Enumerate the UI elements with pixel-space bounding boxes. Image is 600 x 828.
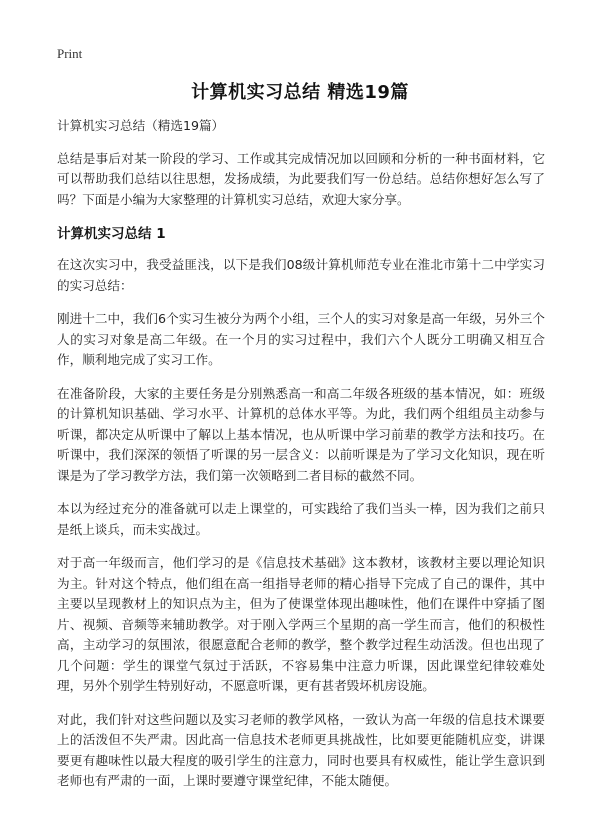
paragraph: 对于高一年级而言，他们学习的是《信息技术基础》这本教材，该教材主要以理论知识为主。针对这个特点，他们组在高一组指导老师的精心指导下完成了自己的课件，其中主要以呈现教材上的知识点为主，但为了使课堂体现出趣味性，他们在课件中穿插了图片、视频、音频等来辅助教学。对于刚入学两三个星期的高一学生而言，他们的积极性高，主动学习的氛围浓，很愿意配合老师的教学，整个教学过程生动活泼。但也出现了几个问题：学生的课堂气氛过于活跃，不容易集中注意力听课，因此课堂纪律较难处理，另外个别学生特别好动，不愿意听课，更有甚者毁坏机房设施。 <box>57 555 545 693</box>
section-heading: 计算机实习总结 1 <box>57 226 166 242</box>
article-body <box>57 116 545 805</box>
paragraph: 刚进十二中，我们6个实习生被分为两个小组，三个人的实习对象是高一年级，另外三个人的实习对象是高二年级。在一个月的实习过程中，我们六个人既分工明确又相互合作，顺利地完成了实习工作。 <box>57 311 545 367</box>
paragraph: 本以为经过充分的准备就可以走上课堂的，可实践给了我们当头一棒，因为我们之前只是纸上谈兵，而未实战过。 <box>57 501 545 537</box>
intro-paragraph: 总结是事后对某一阶段的学习、工作或其完成情况加以回顾和分析的一种书面材料，它可以帮助我们总结以往思想，发扬成绩，为此要我们写一份总结。总结你想好怎么写了吗？下面是小编为大家整理的计算机实习总结，欢迎大家分享。 <box>57 150 545 207</box>
paragraph: 对此，我们针对这些问题以及实习老师的教学风格，一致认为高一年级的信息技术课要上的活泼但不失严肃。因此高一信息技术老师更具挑战性，比如要更能随机应变，讲课要更有趣味性以最大程度的吸引学生的注意力，同时也要具有权威性，能让学生意识到老师也有严肃的一面，上课时要遵守课堂纪律，不能太随便。 <box>57 711 545 788</box>
paragraph: 在这次实习中，我受益匪浅，以下是我们08级计算机师范专业在淮北市第十二中学实习的实习总结： <box>57 257 545 293</box>
article-subtitle: 计算机实习总结（精选19篇） <box>57 118 225 133</box>
page-title: 计算机实习总结 精选19篇 <box>191 82 409 103</box>
print-link[interactable]: Print <box>57 46 83 61</box>
paragraph: 在准备阶段，大家的主要任务是分别熟悉高一和高二年级各班级的基本情况，如：班级的计算机知识基础、学习水平、计算机的总体水平等。为此，我们两个组组员主动参与听课，都决定从听课中了解以上基本情况，也从听课中学习前辈的教学方法和技巧。在听课中，我们深深的领悟了听课的另一层含义：以前听课是为了学习文化知识，现在听课是为了学习教学方法，我们第一次领略到二者目标的截然不同。 <box>57 385 545 483</box>
